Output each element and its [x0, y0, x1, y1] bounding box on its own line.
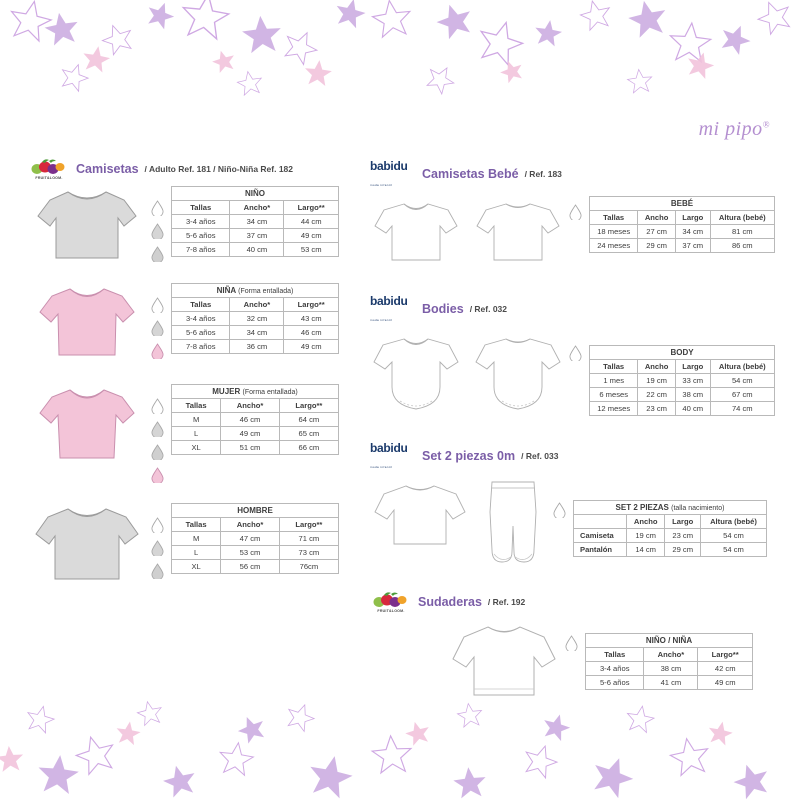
- th-altura: Altura (bebé): [710, 360, 774, 374]
- droplet-white-icon: [569, 345, 582, 361]
- th-ancho: Ancho: [626, 515, 665, 529]
- table-header-row: [172, 518, 339, 532]
- cell: 3-4 años: [172, 215, 230, 229]
- cell: 44 cm: [284, 215, 339, 229]
- table-row: [590, 402, 775, 416]
- droplet-white-icon: [151, 200, 164, 216]
- caption-main: MUJER: [212, 387, 241, 396]
- cell: 3-4 años: [172, 312, 230, 326]
- cell: 34 cm: [675, 225, 710, 239]
- cell: 74 cm: [710, 402, 774, 416]
- th-tallas: Tallas: [172, 518, 221, 532]
- table-row: [590, 225, 775, 239]
- table-header-row: [590, 211, 775, 225]
- block-bebe: [370, 196, 775, 273]
- droplet-grey-icon: [151, 223, 164, 239]
- block-mujer: [28, 384, 373, 483]
- th-ancho: Ancho*: [644, 648, 698, 662]
- table-mujer: [171, 384, 339, 455]
- table-row: [172, 427, 339, 441]
- block-hombre: [28, 503, 373, 590]
- droplet-grey-icon: [151, 246, 164, 262]
- table-row: [586, 676, 753, 690]
- table-row: [172, 546, 339, 560]
- color-swatches-set2: [548, 478, 573, 518]
- cell: 22 cm: [638, 388, 676, 402]
- baby-tshirt-svg-1: [370, 196, 462, 268]
- section-subtitle-camisetas-bebe: / Ref. 183: [524, 169, 562, 179]
- th-largo: Largo: [675, 360, 710, 374]
- droplet-grey-icon: [151, 320, 164, 336]
- cell: 53 cm: [284, 243, 339, 257]
- table-row: [586, 662, 753, 676]
- sudadera-svg: [448, 619, 560, 705]
- baby-pants-illustration: [478, 478, 548, 573]
- section-subtitle-sudaderas: / Ref. 192: [487, 597, 526, 607]
- tshirt-girl-pink-illustration: [28, 283, 146, 366]
- cell: 43 cm: [284, 312, 339, 326]
- table-caption-row: [590, 197, 775, 211]
- th-tallas: Tallas: [172, 298, 230, 312]
- table-row: [590, 388, 775, 402]
- table-caption: [574, 501, 767, 515]
- block-nina: [28, 283, 373, 366]
- cell: 19 cm: [638, 374, 676, 388]
- babidu-logo-text: babidu: [370, 294, 408, 308]
- tshirt-svg-nina: [28, 283, 146, 361]
- fruit-logo-svg: [370, 591, 412, 609]
- table-caption: NIÑO: [172, 187, 339, 201]
- th-ancho: Ancho*: [230, 298, 284, 312]
- th-tallas: Tallas: [586, 648, 644, 662]
- body-suit-front-illustration: [370, 331, 462, 422]
- table-caption-row: [172, 504, 339, 518]
- star-decoration-top: [0, 0, 800, 120]
- cell: 14 cm: [626, 543, 665, 557]
- cell: 34 cm: [230, 326, 284, 340]
- cell: L: [172, 427, 221, 441]
- th-ancho: Ancho*: [221, 518, 280, 532]
- cell: 1 mes: [590, 374, 638, 388]
- sweatshirt-illustration: [448, 619, 560, 710]
- cell: 71 cm: [279, 532, 338, 546]
- th-largo: Largo**: [279, 399, 338, 413]
- section-title-camisetas: Camisetas: [76, 162, 139, 176]
- cell: 54 cm: [710, 374, 774, 388]
- caption-note: (talla nacimiento): [671, 505, 725, 512]
- cell: M: [172, 413, 221, 427]
- cell: 36 cm: [230, 340, 284, 354]
- brand-mark: ®: [762, 119, 770, 130]
- cell: 33 cm: [675, 374, 710, 388]
- droplet-white-icon: [569, 204, 582, 220]
- section-title-camisetas-bebe: Camisetas Bebé: [422, 167, 519, 181]
- caption-note: (Forma entallada): [242, 389, 298, 396]
- table-caption: [172, 385, 339, 399]
- tshirt-man-grey-illustration: [28, 503, 146, 590]
- babidu-logo-icon: [370, 293, 416, 325]
- table-row: [574, 543, 767, 557]
- babidu-logo-subtext: moda infantil: [370, 318, 393, 322]
- table-header-row: [586, 648, 753, 662]
- th-empty: [574, 515, 627, 529]
- droplet-white-icon: [151, 297, 164, 313]
- th-tallas: Tallas: [172, 399, 221, 413]
- body-suit-back-illustration: [472, 331, 564, 422]
- th-tallas: Tallas: [590, 360, 638, 374]
- table-nina: [171, 283, 339, 354]
- brand-logo: [699, 118, 770, 141]
- cell: 5-6 años: [172, 229, 230, 243]
- section-title-bodies: Bodies: [422, 302, 464, 316]
- cell: 38 cm: [675, 388, 710, 402]
- cell: 67 cm: [710, 388, 774, 402]
- section-header-camisetas: [28, 158, 373, 180]
- babidu-logo-subtext: moda infantil: [370, 183, 393, 187]
- table-caption-row: [590, 346, 775, 360]
- th-ancho: Ancho: [638, 360, 676, 374]
- color-swatches-body: [564, 331, 589, 361]
- cell: 29 cm: [638, 239, 676, 253]
- baby-sweater-illustration: [370, 478, 470, 559]
- table-caption: BEBÉ: [590, 197, 775, 211]
- babidu-logo-text: babidu: [370, 159, 408, 173]
- cell: 66 cm: [279, 441, 338, 455]
- table-row: [172, 532, 339, 546]
- cell: 49 cm: [284, 229, 339, 243]
- section-subtitle-bodies: / Ref. 032: [469, 304, 508, 314]
- cell: 12 meses: [590, 402, 638, 416]
- section-title-set2: Set 2 piezas 0m: [422, 449, 516, 463]
- table-caption: BODY: [590, 346, 775, 360]
- cell: 5-6 años: [586, 676, 644, 690]
- table-bebe: [589, 196, 775, 253]
- table-row: [172, 340, 339, 354]
- table-row: [590, 374, 775, 388]
- table-sudadera: [585, 633, 753, 690]
- droplet-pink-icon: [151, 343, 164, 359]
- block-body: [370, 331, 775, 422]
- cell: 49 cm: [698, 676, 753, 690]
- cell: 27 cm: [638, 225, 676, 239]
- color-swatches-bebe: [564, 196, 589, 220]
- cell: 40 cm: [230, 243, 284, 257]
- block-sudaderas: [370, 619, 775, 710]
- cell: 51 cm: [221, 441, 280, 455]
- block-set2: [370, 478, 775, 573]
- cell: 46 cm: [221, 413, 280, 427]
- table-caption-row: [172, 284, 339, 298]
- table-row: [172, 312, 339, 326]
- table-header-row: [172, 298, 339, 312]
- fruit-of-the-loom-logo-icon: [370, 591, 412, 613]
- th-largo: Largo**: [284, 201, 339, 215]
- table-caption-row: [586, 634, 753, 648]
- cell: 54 cm: [701, 529, 767, 543]
- cell: 7-8 años: [172, 340, 230, 354]
- body-svg-2: [472, 331, 564, 417]
- table-row: [172, 215, 339, 229]
- baby-tshirt-back-illustration: [472, 196, 564, 273]
- cell: 32 cm: [230, 312, 284, 326]
- babidu-logo-icon: [370, 158, 416, 190]
- cell: M: [172, 532, 221, 546]
- set2-bottom-svg: [478, 478, 548, 568]
- th-tallas: Tallas: [590, 211, 638, 225]
- cell: 38 cm: [644, 662, 698, 676]
- cell: 65 cm: [279, 427, 338, 441]
- table-row: [172, 229, 339, 243]
- cell: 37 cm: [675, 239, 710, 253]
- cell: 53 cm: [221, 546, 280, 560]
- th-largo: Largo: [675, 211, 710, 225]
- body-svg-1: [370, 331, 462, 417]
- color-swatches-mujer: [146, 384, 171, 483]
- th-largo: Largo**: [698, 648, 753, 662]
- right-column: [370, 158, 775, 716]
- cell: L: [172, 546, 221, 560]
- cell: 47 cm: [221, 532, 280, 546]
- section-subtitle-set2: / Ref. 033: [521, 451, 559, 461]
- th-ancho: Ancho*: [230, 201, 284, 215]
- cell: 7-8 años: [172, 243, 230, 257]
- cell: XL: [172, 441, 221, 455]
- cell: 19 cm: [626, 529, 665, 543]
- table-caption-row: [172, 385, 339, 399]
- stars-svg-top: [0, 0, 800, 120]
- section-header-bodies: [370, 293, 775, 325]
- table-nino: [171, 186, 339, 257]
- th-altura: Altura (bebé): [710, 211, 774, 225]
- droplet-pink-icon: [151, 467, 164, 483]
- cell: 37 cm: [230, 229, 284, 243]
- cell: 76cm: [279, 560, 338, 574]
- fruit-logo-text: FRUIT&LOOM.: [377, 609, 405, 613]
- cell: 23 cm: [665, 529, 701, 543]
- section-subtitle-camisetas: / Adulto Ref. 181 / Niño-Niña Ref. 182: [144, 164, 294, 174]
- cell: 49 cm: [221, 427, 280, 441]
- tshirt-svg-hombre: [28, 503, 146, 585]
- table-header-row: [574, 515, 767, 529]
- droplet-white-icon: [151, 517, 164, 533]
- cell: XL: [172, 560, 221, 574]
- cell: 46 cm: [284, 326, 339, 340]
- table-row: [172, 560, 339, 574]
- th-largo: Largo: [665, 515, 701, 529]
- cell: 34 cm: [230, 215, 284, 229]
- cell: 23 cm: [638, 402, 676, 416]
- babidu-logo-icon: [370, 440, 416, 472]
- set2-top-svg: [370, 478, 470, 554]
- color-swatches-hombre: [146, 503, 171, 579]
- th-largo: Largo**: [279, 518, 338, 532]
- baby-tshirt-svg-2: [472, 196, 564, 268]
- baby-tshirt-front-illustration: [370, 196, 462, 273]
- cell: 81 cm: [710, 225, 774, 239]
- table-row: [574, 529, 767, 543]
- table-set2: [573, 500, 767, 557]
- cell: 64 cm: [279, 413, 338, 427]
- tshirt-woman-pink-illustration: [28, 384, 146, 469]
- droplet-grey-icon: [151, 421, 164, 437]
- tshirt-svg-mujer: [28, 384, 146, 464]
- table-body: [589, 345, 775, 416]
- left-column: [28, 158, 373, 596]
- droplet-grey-icon: [151, 563, 164, 579]
- tshirt-kid-grey-illustration: [28, 186, 146, 269]
- cell: 29 cm: [665, 543, 701, 557]
- cell: 42 cm: [698, 662, 753, 676]
- th-tallas: Tallas: [172, 201, 230, 215]
- table-caption: NIÑO / NIÑA: [586, 634, 753, 648]
- cell: 86 cm: [710, 239, 774, 253]
- babidu-logo-text: babidu: [370, 441, 408, 455]
- fruit-logo-svg: [28, 158, 70, 176]
- cell: 18 meses: [590, 225, 638, 239]
- th-ancho: Ancho: [638, 211, 676, 225]
- table-caption-row: [172, 187, 339, 201]
- table-header-row: [590, 360, 775, 374]
- caption-note: (Forma entallada): [238, 288, 294, 295]
- section-header-set2: [370, 440, 775, 472]
- table-row: [590, 239, 775, 253]
- table-row: [172, 441, 339, 455]
- table-row: [172, 326, 339, 340]
- cell: 49 cm: [284, 340, 339, 354]
- droplet-white-icon: [553, 502, 566, 518]
- cell-label: Camiseta: [574, 529, 627, 543]
- babidu-logo-subtext: moda infantil: [370, 465, 393, 469]
- cell-label: Pantalón: [574, 543, 627, 557]
- th-ancho: Ancho*: [221, 399, 280, 413]
- table-header-row: [172, 399, 339, 413]
- section-header-camisetas-bebe: [370, 158, 775, 190]
- cell: 6 meses: [590, 388, 638, 402]
- cell: 5-6 años: [172, 326, 230, 340]
- cell: 3-4 años: [586, 662, 644, 676]
- fruit-of-the-loom-logo-icon: [28, 158, 70, 180]
- section-header-sudaderas: [370, 591, 775, 613]
- droplet-grey-icon: [151, 444, 164, 460]
- table-row: [172, 243, 339, 257]
- th-largo: Largo**: [284, 298, 339, 312]
- th-altura: Altura (bebé): [701, 515, 767, 529]
- droplet-white-icon: [565, 635, 578, 651]
- table-hombre: [171, 503, 339, 574]
- cell: 40 cm: [675, 402, 710, 416]
- cell: 41 cm: [644, 676, 698, 690]
- table-caption: HOMBRE: [172, 504, 339, 518]
- brand-name: mi pipo: [698, 118, 763, 140]
- cell: 54 cm: [701, 543, 767, 557]
- color-swatches-nina: [146, 283, 171, 359]
- table-caption-row: [574, 501, 767, 515]
- color-swatches-nino: [146, 186, 171, 262]
- fruit-logo-text: FRUIT&LOOM.: [35, 176, 63, 180]
- cell: 24 meses: [590, 239, 638, 253]
- caption-main: NIÑA: [216, 286, 236, 295]
- cell: 73 cm: [279, 546, 338, 560]
- table-caption: [172, 284, 339, 298]
- droplet-grey-icon: [151, 540, 164, 556]
- color-swatches-sudaderas: [560, 619, 585, 651]
- droplet-white-icon: [151, 398, 164, 414]
- block-nino: [28, 186, 373, 269]
- table-header-row: [172, 201, 339, 215]
- cell: 56 cm: [221, 560, 280, 574]
- table-row: [172, 413, 339, 427]
- tshirt-svg-nino: [28, 186, 146, 264]
- caption-main: SET 2 PIEZAS: [615, 503, 669, 512]
- section-title-sudaderas: Sudaderas: [418, 595, 482, 609]
